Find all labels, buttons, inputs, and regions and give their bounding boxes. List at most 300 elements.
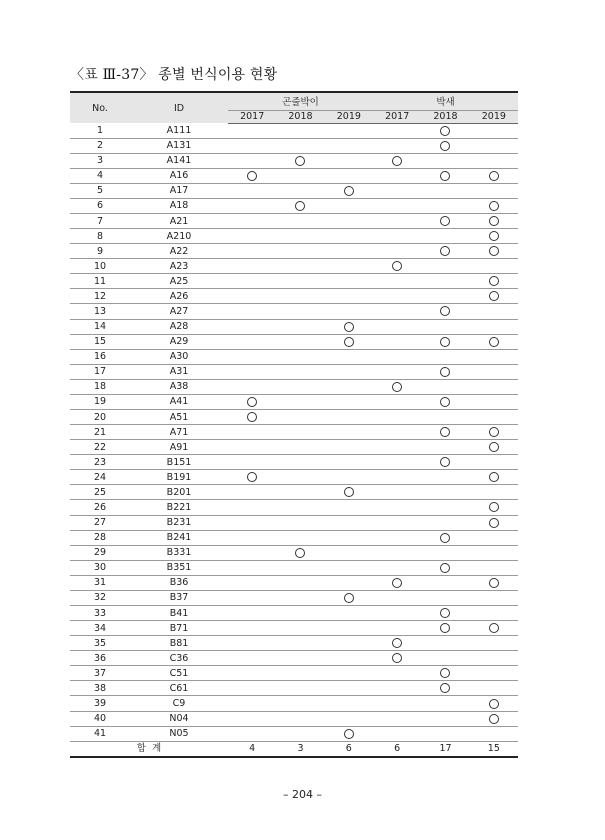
year-cell: [276, 394, 324, 409]
table-row: [70, 259, 518, 274]
year-cell: [373, 183, 421, 198]
year-cell: [228, 530, 276, 545]
circle-mark-icon: [295, 548, 305, 558]
row-number: 25: [70, 485, 130, 500]
year-cell: [421, 621, 469, 636]
total-cell: 15: [470, 741, 518, 757]
row-number: 9: [70, 244, 130, 259]
year-cell: [470, 470, 518, 485]
table-row: [70, 123, 518, 138]
row-number: 26: [70, 500, 130, 515]
year-cell: [470, 138, 518, 153]
year-cell: [470, 259, 518, 274]
year-cell: [373, 364, 421, 379]
year-cell: [276, 666, 324, 681]
circle-mark-icon: [344, 322, 354, 332]
row-number: 18: [70, 379, 130, 394]
year-cell: [276, 515, 324, 530]
row-number: 38: [70, 681, 130, 696]
year-cell: [325, 485, 373, 500]
year-cell: [373, 696, 421, 711]
year-cell: [325, 425, 373, 440]
circle-mark-icon: [440, 683, 450, 693]
year-cell: [325, 711, 373, 726]
year-cell: [325, 349, 373, 364]
total-cell: 4: [228, 741, 276, 757]
year-cell: [421, 289, 469, 304]
circle-mark-icon: [489, 699, 499, 709]
row-id: C61: [130, 681, 228, 696]
year-cell: [470, 409, 518, 424]
total-cell: 3: [276, 741, 324, 757]
year-cell: [373, 440, 421, 455]
year-cell: [228, 349, 276, 364]
row-id: A71: [130, 425, 228, 440]
row-id: A210: [130, 229, 228, 244]
year-cell: [276, 289, 324, 304]
circle-mark-icon: [440, 306, 450, 316]
year-cell: [325, 696, 373, 711]
year-cell: [421, 274, 469, 289]
year-cell: [421, 500, 469, 515]
circle-mark-icon: [344, 487, 354, 497]
year-cell: [276, 229, 324, 244]
year-cell: [421, 560, 469, 575]
row-id: A41: [130, 394, 228, 409]
year-cell: [325, 621, 373, 636]
year-cell: [228, 229, 276, 244]
year-cell: [470, 364, 518, 379]
year-cell: [276, 425, 324, 440]
year-cell: [228, 485, 276, 500]
year-cell: [276, 711, 324, 726]
total-cell: 6: [373, 741, 421, 757]
row-number: 34: [70, 621, 130, 636]
year-cell: [276, 379, 324, 394]
row-number: 10: [70, 259, 130, 274]
circle-mark-icon: [440, 457, 450, 467]
year-cell: [421, 711, 469, 726]
table-row: [70, 349, 518, 364]
year-cell: [373, 425, 421, 440]
circle-mark-icon: [489, 623, 499, 633]
row-number: 30: [70, 560, 130, 575]
table-row: [70, 304, 518, 319]
row-id: B201: [130, 485, 228, 500]
table-row: [70, 274, 518, 289]
table-row: [70, 485, 518, 500]
year-cell: [276, 334, 324, 349]
year-cell: [325, 123, 373, 138]
row-number: 12: [70, 289, 130, 304]
circle-mark-icon: [247, 412, 257, 422]
row-id: B221: [130, 500, 228, 515]
table-row: [70, 515, 518, 530]
circle-mark-icon: [392, 382, 402, 392]
year-cell: [421, 138, 469, 153]
year-cell: [325, 259, 373, 274]
row-number: 39: [70, 696, 130, 711]
year-cell: [421, 636, 469, 651]
year-cell: [325, 545, 373, 560]
circle-mark-icon: [489, 578, 499, 588]
year-cell: [276, 575, 324, 590]
year-cell: [228, 259, 276, 274]
year-cell: [228, 621, 276, 636]
row-id: B351: [130, 560, 228, 575]
year-cell: [421, 394, 469, 409]
year-cell: [470, 621, 518, 636]
year-cell: [325, 153, 373, 168]
year-cell: [228, 213, 276, 228]
year-cell: [373, 274, 421, 289]
table-row: [70, 440, 518, 455]
year-cell: [325, 455, 373, 470]
year-cell: [470, 666, 518, 681]
circle-mark-icon: [489, 442, 499, 452]
year-cell: [228, 425, 276, 440]
row-number: 35: [70, 636, 130, 651]
year-cell: [325, 666, 373, 681]
table-row: [70, 425, 518, 440]
year-cell: [228, 153, 276, 168]
year-cell: [325, 289, 373, 304]
year-cell: [325, 681, 373, 696]
year-cell: [421, 409, 469, 424]
circle-mark-icon: [440, 367, 450, 377]
circle-mark-icon: [440, 141, 450, 151]
table-row: [70, 651, 518, 666]
year-cell: [373, 244, 421, 259]
year-cell: [373, 485, 421, 500]
year-cell: [325, 274, 373, 289]
year-cell: [421, 349, 469, 364]
year-cell: [470, 485, 518, 500]
year-cell: [373, 711, 421, 726]
row-number: 8: [70, 229, 130, 244]
year-cell: [373, 213, 421, 228]
row-id: A22: [130, 244, 228, 259]
row-id: A25: [130, 274, 228, 289]
row-id: A30: [130, 349, 228, 364]
year-cell: [470, 319, 518, 334]
year-cell: [228, 123, 276, 138]
year-cell: [470, 440, 518, 455]
year-cell: [228, 394, 276, 409]
table-row: [70, 455, 518, 470]
row-number: 19: [70, 394, 130, 409]
circle-mark-icon: [344, 186, 354, 196]
table-row: [70, 696, 518, 711]
year-cell: [276, 409, 324, 424]
year-cell: [373, 259, 421, 274]
year-cell: [421, 726, 469, 741]
year-cell: [325, 319, 373, 334]
year-cell: [325, 409, 373, 424]
year-cell: [325, 500, 373, 515]
row-id: A17: [130, 183, 228, 198]
year-cell: [228, 606, 276, 621]
year-cell: [276, 560, 324, 575]
year-cell: [470, 711, 518, 726]
table-row: [70, 621, 518, 636]
table-row: [70, 530, 518, 545]
year-cell: [276, 455, 324, 470]
year-cell: [373, 500, 421, 515]
row-number: 32: [70, 590, 130, 605]
year-cell: [325, 440, 373, 455]
circle-mark-icon: [440, 246, 450, 256]
year-cell: [325, 560, 373, 575]
year-cell: [421, 606, 469, 621]
year-cell: [325, 244, 373, 259]
year-cell: [276, 530, 324, 545]
circle-mark-icon: [489, 714, 499, 724]
year-cell: [325, 651, 373, 666]
row-number: 41: [70, 726, 130, 741]
table-row: [70, 289, 518, 304]
year-cell: [373, 651, 421, 666]
year-cell: [421, 515, 469, 530]
header-group-gonjulbagi: 곤줄박이: [228, 92, 373, 110]
year-cell: [373, 621, 421, 636]
table-row: [70, 198, 518, 213]
circle-mark-icon: [344, 337, 354, 347]
circle-mark-icon: [247, 472, 257, 482]
year-cell: [228, 274, 276, 289]
year-cell: [470, 515, 518, 530]
year-cell: [421, 304, 469, 319]
year-cell: [276, 138, 324, 153]
year-cell: [421, 153, 469, 168]
year-cell: [228, 304, 276, 319]
row-number: 31: [70, 575, 130, 590]
year-cell: [373, 229, 421, 244]
row-number: 27: [70, 515, 130, 530]
year-cell: [325, 364, 373, 379]
year-cell: [276, 470, 324, 485]
year-cell: [470, 304, 518, 319]
table-row: [70, 334, 518, 349]
row-number: 28: [70, 530, 130, 545]
year-cell: [421, 364, 469, 379]
row-id: A18: [130, 198, 228, 213]
year-cell: [325, 334, 373, 349]
year-cell: [373, 636, 421, 651]
row-number: 3: [70, 153, 130, 168]
year-cell: [470, 349, 518, 364]
year-cell: [325, 575, 373, 590]
year-cell: [228, 138, 276, 153]
year-cell: [276, 485, 324, 500]
circle-mark-icon: [392, 638, 402, 648]
table-row: [70, 636, 518, 651]
row-number: 36: [70, 651, 130, 666]
table-row: [70, 379, 518, 394]
year-cell: [421, 319, 469, 334]
year-cell: [276, 304, 324, 319]
table-row: [70, 560, 518, 575]
year-cell: [373, 123, 421, 138]
year-cell: [421, 198, 469, 213]
row-id: A21: [130, 213, 228, 228]
row-id: B36: [130, 575, 228, 590]
year-cell: [373, 334, 421, 349]
year-cell: [373, 319, 421, 334]
total-cell: 17: [421, 741, 469, 757]
circle-mark-icon: [489, 216, 499, 226]
year-cell: [421, 183, 469, 198]
year-cell: [373, 198, 421, 213]
year-cell: [325, 470, 373, 485]
year-cell: [276, 696, 324, 711]
year-cell: [228, 409, 276, 424]
year-cell: [470, 334, 518, 349]
row-id: A23: [130, 259, 228, 274]
breeding-usage-table: [70, 91, 518, 758]
year-cell: [228, 364, 276, 379]
year-cell: [228, 560, 276, 575]
year-cell: [421, 229, 469, 244]
year-cell: [228, 244, 276, 259]
circle-mark-icon: [247, 171, 257, 181]
year-cell: [373, 168, 421, 183]
row-id: B191: [130, 470, 228, 485]
year-cell: [276, 274, 324, 289]
year-cell: [421, 575, 469, 590]
table-row: [70, 394, 518, 409]
year-cell: [325, 530, 373, 545]
table-row: [70, 213, 518, 228]
table-row: [70, 726, 518, 741]
circle-mark-icon: [489, 171, 499, 181]
row-number: 20: [70, 409, 130, 424]
year-cell: [421, 590, 469, 605]
year-cell: [470, 651, 518, 666]
year-cell: [228, 681, 276, 696]
circle-mark-icon: [489, 246, 499, 256]
row-number: 24: [70, 470, 130, 485]
year-cell: [373, 138, 421, 153]
table-row: [70, 138, 518, 153]
year-cell: [228, 319, 276, 334]
year-cell: [228, 289, 276, 304]
table-row: [70, 409, 518, 424]
row-number: 33: [70, 606, 130, 621]
year-cell: [470, 168, 518, 183]
year-cell: [228, 711, 276, 726]
row-id: A29: [130, 334, 228, 349]
year-cell: [470, 530, 518, 545]
table-row: [70, 470, 518, 485]
year-cell: [325, 229, 373, 244]
year-cell: [373, 455, 421, 470]
year-cell: [373, 681, 421, 696]
year-cell: [325, 606, 373, 621]
row-number: 7: [70, 213, 130, 228]
circle-mark-icon: [440, 608, 450, 618]
year-cell: [276, 168, 324, 183]
row-id: A26: [130, 289, 228, 304]
year-cell: [373, 590, 421, 605]
year-cell: [470, 575, 518, 590]
year-cell: [228, 666, 276, 681]
year-cell: [470, 229, 518, 244]
year-cell: [421, 651, 469, 666]
row-number: 40: [70, 711, 130, 726]
year-cell: [470, 606, 518, 621]
year-cell: [373, 409, 421, 424]
row-id: A28: [130, 319, 228, 334]
year-cell: [325, 394, 373, 409]
year-cell: [228, 651, 276, 666]
circle-mark-icon: [440, 533, 450, 543]
year-cell: [421, 244, 469, 259]
row-id: B41: [130, 606, 228, 621]
year-cell: [228, 168, 276, 183]
row-number: 14: [70, 319, 130, 334]
year-cell: [325, 304, 373, 319]
year-cell: [228, 726, 276, 741]
row-id: B331: [130, 545, 228, 560]
row-number: 37: [70, 666, 130, 681]
year-cell: [470, 289, 518, 304]
row-number: 17: [70, 364, 130, 379]
year-cell: [421, 440, 469, 455]
year-cell: [421, 123, 469, 138]
year-cell: [470, 455, 518, 470]
circle-mark-icon: [440, 623, 450, 633]
row-number: 11: [70, 274, 130, 289]
circle-mark-icon: [247, 397, 257, 407]
year-cell: [470, 590, 518, 605]
circle-mark-icon: [489, 291, 499, 301]
year-cell: [421, 530, 469, 545]
year-cell: [276, 681, 324, 696]
row-id: A131: [130, 138, 228, 153]
row-id: C9: [130, 696, 228, 711]
row-id: B151: [130, 455, 228, 470]
year-cell: [421, 696, 469, 711]
year-cell: [421, 681, 469, 696]
header-id: ID: [130, 92, 228, 123]
year-cell: [276, 545, 324, 560]
circle-mark-icon: [440, 126, 450, 136]
year-cell: [325, 636, 373, 651]
row-number: 29: [70, 545, 130, 560]
table-row: [70, 319, 518, 334]
circle-mark-icon: [489, 337, 499, 347]
year-cell: [470, 545, 518, 560]
row-number: 4: [70, 168, 130, 183]
year-cell: [373, 515, 421, 530]
year-cell: [470, 726, 518, 741]
year-cell: [276, 636, 324, 651]
row-id: A27: [130, 304, 228, 319]
year-cell: [228, 696, 276, 711]
circle-mark-icon: [489, 518, 499, 528]
year-cell: [421, 485, 469, 500]
row-id: B231: [130, 515, 228, 530]
header-year: 2018: [421, 110, 469, 123]
row-id: C51: [130, 666, 228, 681]
year-cell: [276, 259, 324, 274]
table-row: [70, 168, 518, 183]
circle-mark-icon: [392, 156, 402, 166]
year-cell: [421, 455, 469, 470]
year-cell: [373, 470, 421, 485]
row-number: 22: [70, 440, 130, 455]
